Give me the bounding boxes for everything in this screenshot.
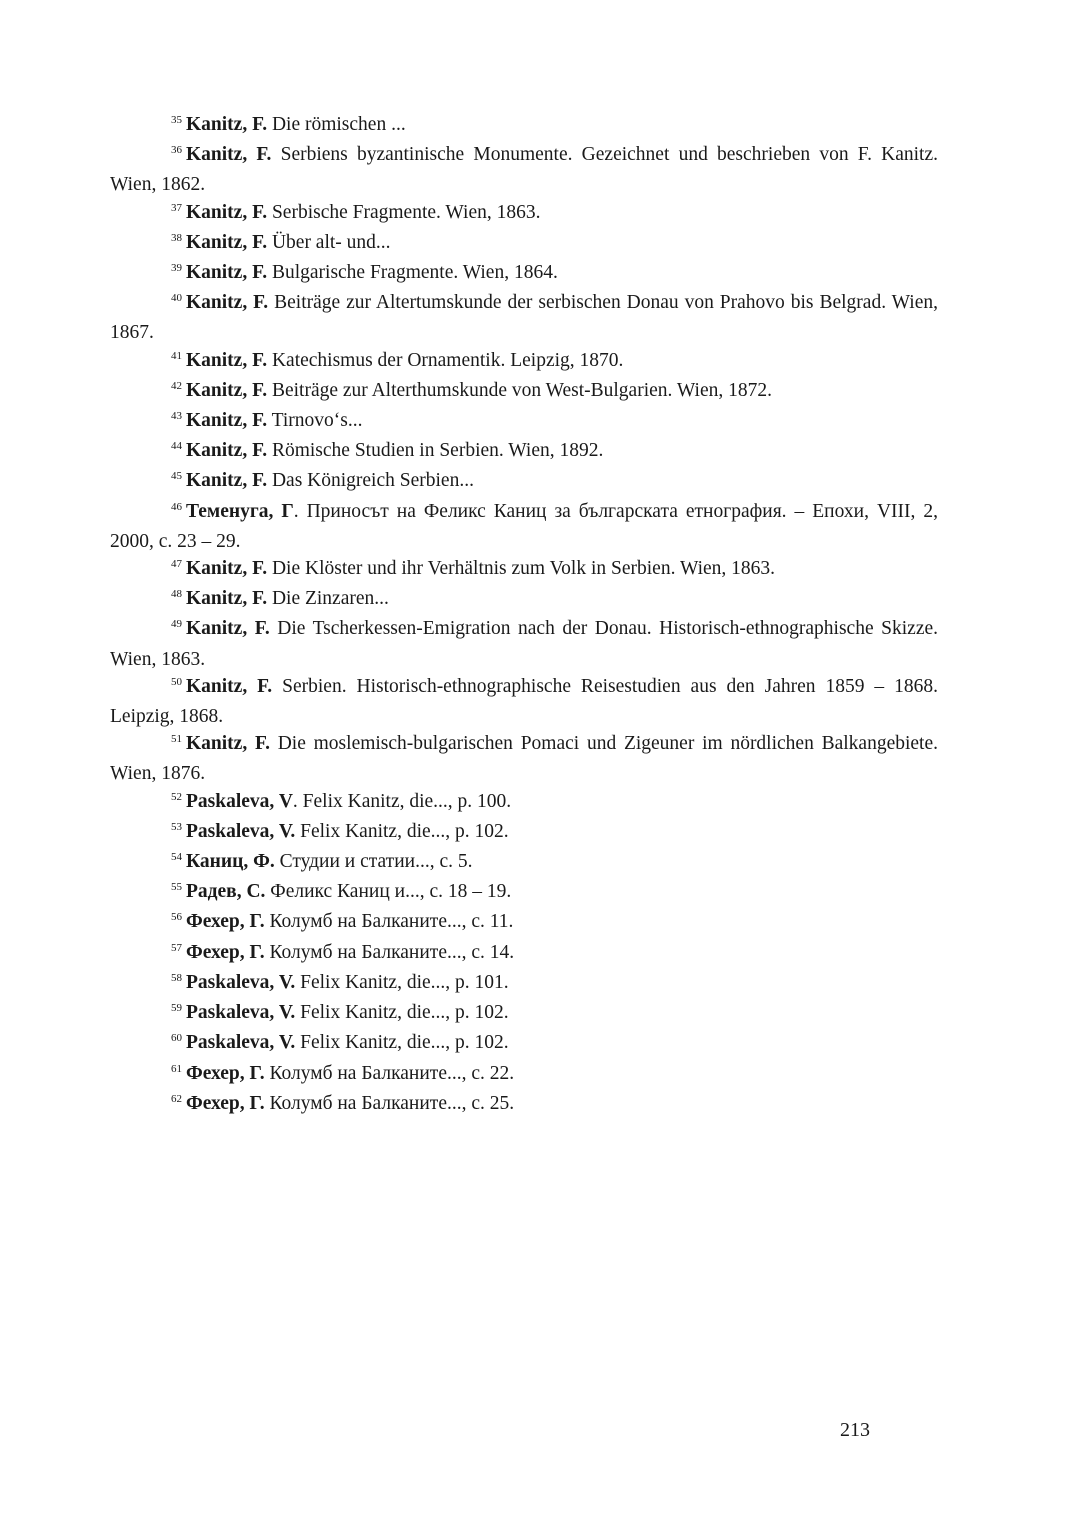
- footnote-text: Römische Studien in Serbien. Wien, 1892.: [267, 440, 604, 462]
- footnote-author: Радев, С.: [186, 881, 266, 903]
- footnote-37: [110, 199, 938, 229]
- footnote-number: 59: [171, 1002, 182, 1015]
- footnote-number: 57: [171, 941, 182, 954]
- footnote-author: Kanitz, F.: [186, 379, 268, 401]
- footnote-number: 38: [171, 231, 182, 244]
- footnote-number: 52: [171, 790, 182, 803]
- footnote-author: Paskaleva, V.: [186, 971, 296, 993]
- footnote-author: Kanitz, F.: [186, 231, 268, 253]
- footnote-author: Kanitz, F.: [186, 558, 268, 580]
- footnote-57: [110, 939, 938, 969]
- footnote-48: [110, 585, 938, 615]
- footnote-40: [110, 289, 938, 346]
- footnote-author: Kanitz, F.: [186, 349, 268, 371]
- footnote-text: Das Königreich Serbien...: [267, 470, 474, 492]
- footnote-text: Felix Kanitz, die..., p. 101.: [295, 971, 509, 993]
- footnote-number: 47: [171, 558, 182, 571]
- footnote-49: [110, 615, 938, 672]
- footnote-number: 39: [171, 262, 182, 275]
- footnote-35: [110, 111, 938, 141]
- footnote-number: 60: [171, 1032, 182, 1045]
- footnote-author: Kanitz, F.: [186, 440, 268, 462]
- footnote-text: Студии и статии..., с. 5.: [274, 851, 473, 873]
- footnote-author: Фехер, Г.: [186, 941, 265, 963]
- footnote-text: Serbische Fragmente. Wien, 1863.: [267, 201, 541, 223]
- footnote-text: Serbien. Historisch-ethnographische Reisestudien aus den Jahren 1859 – 1868. Leipzig, 1868.: [110, 675, 939, 728]
- page-number: 213: [840, 1419, 870, 1441]
- footnote-51: [110, 730, 938, 787]
- footnote-50: [110, 673, 938, 730]
- footnote-text: Über alt- und...: [267, 231, 391, 253]
- footnote-text: Феликс Каниц и..., с. 18 – 19.: [265, 881, 512, 903]
- footnote-56: [110, 908, 938, 938]
- footnote-text: . Приносът на Феликс Каниц за българската етнография. – Епохи, VIII, 2, 2000, с. 23 – 29.: [110, 500, 938, 552]
- footnote-54: [110, 848, 938, 878]
- footnote-53: [110, 818, 938, 848]
- footnote-text: Serbiens byzantinische Monumente. Gezeichnet und beschrieben von F. Kanitz. Wien, 1862.: [110, 144, 938, 196]
- footnote-number: 58: [171, 971, 182, 984]
- footnote-62: [110, 1090, 938, 1120]
- footnote-author: Kanitz, F.: [186, 470, 268, 492]
- footnote-author: Теменуга, Г: [186, 500, 294, 522]
- footnote-59: [110, 999, 938, 1029]
- footnote-number: 44: [171, 440, 182, 453]
- footnote-52: [110, 788, 938, 818]
- footnote-text: Die römischen ...: [267, 114, 406, 135]
- footnote-text: Felix Kanitz, die..., p. 102.: [295, 1002, 509, 1024]
- footnote-number: 45: [171, 470, 182, 483]
- footnote-44: [110, 437, 938, 467]
- footnote-55: [110, 878, 938, 908]
- footnote-text: Tirnovo‘s...: [267, 410, 363, 432]
- footnote-number: 48: [171, 588, 182, 601]
- footnote-number: 43: [171, 410, 182, 423]
- footnote-author: Kanitz, F.: [186, 114, 268, 135]
- footnote-text: Колумб на Балканите..., с. 22.: [264, 1062, 515, 1084]
- footnote-author: Kanitz, F.: [186, 733, 270, 755]
- footnote-number: 53: [171, 820, 182, 833]
- footnote-text: Felix Kanitz, die..., p. 102.: [295, 820, 509, 842]
- footnote-author: Kanitz, F.: [186, 144, 272, 166]
- footnote-text: Колумб на Балканите..., с. 25.: [264, 1092, 515, 1114]
- footnote-47: [110, 555, 938, 585]
- footnote-text: Колумб на Балканите..., с. 11.: [264, 911, 514, 933]
- footnote-61: [110, 1060, 938, 1090]
- footnote-number: 41: [171, 349, 182, 362]
- footnote-42: [110, 377, 938, 407]
- footnote-number: 56: [171, 911, 182, 924]
- footnote-number: 54: [171, 851, 182, 864]
- footnote-number: 42: [171, 379, 182, 392]
- footnote-text: Katechismus der Ornamentik. Leipzig, 1870.: [267, 349, 624, 371]
- footnote-number: 40: [171, 292, 182, 305]
- footnote-text: Колумб на Балканите..., с. 14.: [264, 941, 515, 963]
- footnote-46: [110, 498, 938, 555]
- footnote-author: Kanitz, F.: [186, 201, 268, 223]
- footnote-number: 35: [171, 114, 182, 126]
- footnote-author: Фехер, Г.: [186, 1092, 265, 1114]
- footnote-number: 46: [171, 500, 182, 513]
- footnote-author: Kanitz, F.: [186, 588, 268, 610]
- footnote-36: [110, 141, 938, 198]
- footnote-43: [110, 407, 938, 437]
- footnote-author: Paskaleva, V.: [186, 1002, 296, 1024]
- footnote-author: Каниц, Ф.: [186, 851, 275, 873]
- footnote-author: Kanitz, F.: [186, 292, 269, 314]
- footnote-41: [110, 347, 938, 377]
- footnote-author: Kanitz, F.: [186, 410, 268, 432]
- footnotes-list: [110, 111, 938, 1120]
- footnote-text: Felix Kanitz, die..., p. 102.: [295, 1032, 509, 1054]
- footnote-text: Die Klöster und ihr Verhältnis zum Volk in Serbien. Wien, 1863.: [267, 558, 776, 580]
- footnote-author: Paskaleva, V: [186, 790, 293, 812]
- footnote-number: 51: [171, 733, 182, 746]
- footnote-number: 55: [171, 881, 182, 894]
- footnote-39: [110, 259, 938, 289]
- footnote-text: Die Zinzaren...: [267, 588, 389, 610]
- footnote-number: 36: [171, 144, 182, 157]
- footnote-number: 37: [171, 201, 182, 214]
- footnote-text: . Felix Kanitz, die..., p. 100.: [292, 790, 512, 812]
- footnote-author: Kanitz, F.: [186, 262, 268, 284]
- footnote-number: 50: [171, 675, 182, 688]
- footnote-text: Die moslemisch-bulgarischen Pomaci und Zigeuner im nördlichen Balkangebiete. Wien, 1876.: [110, 733, 938, 785]
- footnote-author: Kanitz, F.: [186, 618, 270, 640]
- footnote-text: Beiträge zur Altertumskunde der serbischen Donau von Prahovo bis Belgrad. Wien, 1867.: [110, 292, 939, 344]
- footnote-58: [110, 969, 938, 999]
- footnote-text: Beiträge zur Alterthumskunde von West-Bulgarien. Wien, 1872.: [267, 379, 772, 401]
- footnote-author: Фехер, Г.: [186, 911, 265, 933]
- footnote-author: Kanitz, F.: [186, 675, 273, 697]
- footnote-38: [110, 229, 938, 259]
- footnote-number: 62: [171, 1092, 182, 1105]
- footnote-number: 61: [171, 1062, 182, 1075]
- footnote-number: 49: [171, 618, 182, 631]
- footnote-author: Фехер, Г.: [186, 1062, 265, 1084]
- footnote-45: [110, 467, 938, 497]
- footnote-author: Paskaleva, V.: [186, 1032, 296, 1054]
- footnote-author: Paskaleva, V.: [186, 820, 296, 842]
- footnote-text: Bulgarische Fragmente. Wien, 1864.: [267, 262, 558, 284]
- footnote-text: Die Tscherkessen-Emigration nach der Donau. Historisch-ethnographische Skizze. Wien, 1863.: [110, 618, 938, 670]
- footnote-60: [110, 1029, 938, 1059]
